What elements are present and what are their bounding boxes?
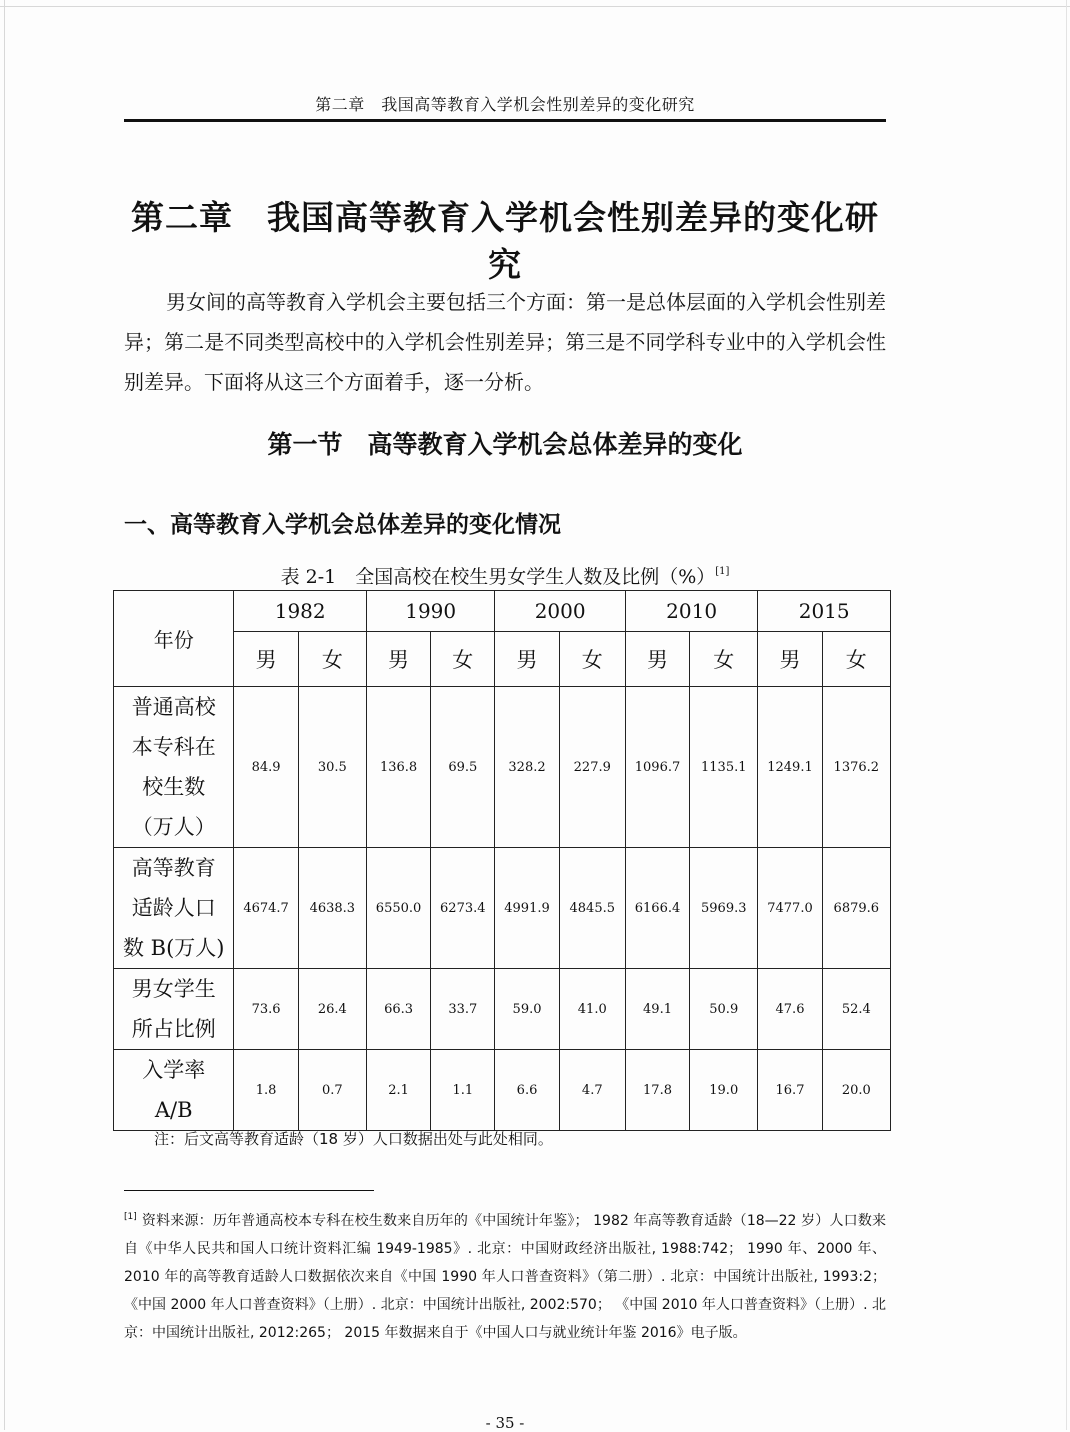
table-cell: 4845.5 bbox=[559, 848, 625, 969]
table-cell: 52.4 bbox=[822, 969, 890, 1050]
table-cell: 4638.3 bbox=[298, 848, 366, 969]
table-caption-ref[interactable]: [1] bbox=[715, 566, 730, 577]
table-row bbox=[114, 969, 891, 1050]
header-year: 2000 bbox=[495, 591, 625, 632]
table-cell: 4674.7 bbox=[234, 848, 298, 969]
table-cell: 1376.2 bbox=[822, 687, 890, 848]
footnote-text: 资料来源：历年普通高校本专科在校生数来自历年的《中国统计年鉴》； 1982 年高等教育适龄（18—22 岁）人口数来自《中华人民共和国人口统计资料汇编 1949-1985》. 北京：中国财政经济出版社, 1988:742； 1990 年、2000 年、2010 年的高等教育适龄人口数据依次来自《中国 1990 年人口普查资料》（第二册）. 北京：中国统计出版社, 1993:2； 《中国 2000 年人口普查资料》（上册）. 北京：中国统计出版社, 2002:570； 《中国 2010 年人口普查资料》（上册）. 北京：中国统计出版社, 2012:265； 2015 年数据来自于《中国人口与就业统计年鉴 2016》电子版。 bbox=[124, 1213, 886, 1341]
table-cell: 33.7 bbox=[431, 969, 495, 1050]
table-cell: 6166.4 bbox=[625, 848, 689, 969]
table-cell: 50.9 bbox=[690, 969, 758, 1050]
table-cell: 0.7 bbox=[298, 1050, 366, 1131]
header-male: 男 bbox=[625, 632, 689, 687]
table-cell: 84.9 bbox=[234, 687, 298, 848]
header-year: 1990 bbox=[366, 591, 494, 632]
table-cell: 2.1 bbox=[366, 1050, 430, 1131]
table-cell: 4.7 bbox=[559, 1050, 625, 1131]
table-cell: 16.7 bbox=[758, 1050, 822, 1131]
table-cell: 5969.3 bbox=[690, 848, 758, 969]
table-cell: 4991.9 bbox=[495, 848, 559, 969]
enrollment-table bbox=[113, 590, 891, 1131]
table-cell: 30.5 bbox=[298, 687, 366, 848]
header-male: 男 bbox=[234, 632, 298, 687]
table-cell: 6.6 bbox=[495, 1050, 559, 1131]
header-year-label: 年份 bbox=[114, 591, 234, 687]
table-cell: 1135.1 bbox=[690, 687, 758, 848]
header-female: 女 bbox=[431, 632, 495, 687]
table-cell: 227.9 bbox=[559, 687, 625, 848]
table-cell: 136.8 bbox=[366, 687, 430, 848]
table-cell: 26.4 bbox=[298, 969, 366, 1050]
header-male: 男 bbox=[366, 632, 430, 687]
header-year: 2015 bbox=[758, 591, 891, 632]
table-cell: 328.2 bbox=[495, 687, 559, 848]
table-note: 注：后文高等教育适龄（18 岁）人口数据出处与此处相同。 bbox=[154, 1130, 553, 1148]
header-female: 女 bbox=[690, 632, 758, 687]
row-label: 高等教育适龄人口数 B(万人) bbox=[114, 848, 234, 969]
table-cell: 47.6 bbox=[758, 969, 822, 1050]
table-row bbox=[114, 848, 891, 969]
page-frame-top bbox=[0, 0, 1070, 7]
table-cell: 6550.0 bbox=[366, 848, 430, 969]
row-label: 入学率 A/B bbox=[114, 1050, 234, 1131]
table-cell: 19.0 bbox=[690, 1050, 758, 1131]
table-year-row bbox=[114, 591, 891, 632]
table-cell: 20.0 bbox=[822, 1050, 890, 1131]
table-cell: 69.5 bbox=[431, 687, 495, 848]
table-caption-text: 表 2-1 全国高校在校生男女学生人数及比例（%） bbox=[280, 566, 716, 588]
table-cell: 1.8 bbox=[234, 1050, 298, 1131]
table-cell: 6879.6 bbox=[822, 848, 890, 969]
header-male: 男 bbox=[758, 632, 822, 687]
running-head: 第二章 我国高等教育入学机会性别差异的变化研究 bbox=[315, 95, 695, 114]
page-number: - 35 - bbox=[485, 1414, 525, 1432]
table-cell: 6273.4 bbox=[431, 848, 495, 969]
table-caption bbox=[124, 562, 886, 589]
footnote-marker: [1] bbox=[124, 1212, 137, 1222]
section-title: 第一节 高等教育入学机会总体差异的变化 bbox=[267, 430, 743, 459]
header-year: 2010 bbox=[625, 591, 757, 632]
table-cell: 1.1 bbox=[431, 1050, 495, 1131]
row-label: 男女学生所占比例 bbox=[114, 969, 234, 1050]
row-label: 普通高校本专科在校生数（万人） bbox=[114, 687, 234, 848]
intro-paragraph: 男女间的高等教育入学机会主要包括三个方面：第一是总体层面的入学机会性别差异；第二是不同类型高校中的入学机会性别差异；第三是不同学科专业中的入学机会性别差异。下面将从这三个方面着手，逐一分析。 bbox=[124, 290, 886, 394]
table-row bbox=[114, 687, 891, 848]
table-cell: 49.1 bbox=[625, 969, 689, 1050]
header-year: 1982 bbox=[234, 591, 366, 632]
header-female: 女 bbox=[559, 632, 625, 687]
subsection-title: 一、高等教育入学机会总体差异的变化情况 bbox=[124, 512, 561, 538]
page-frame-left bbox=[0, 0, 5, 1430]
table-cell: 1249.1 bbox=[758, 687, 822, 848]
table-row bbox=[114, 1050, 891, 1131]
table-cell: 73.6 bbox=[234, 969, 298, 1050]
chapter-title: 第二章 我国高等教育入学机会性别差异的变化研究 bbox=[131, 198, 879, 284]
table-cell: 17.8 bbox=[625, 1050, 689, 1131]
header-rule bbox=[124, 119, 886, 122]
footnote-rule bbox=[124, 1190, 374, 1191]
table-cell: 66.3 bbox=[366, 969, 430, 1050]
table-cell: 1096.7 bbox=[625, 687, 689, 848]
table-cell: 7477.0 bbox=[758, 848, 822, 969]
header-female: 女 bbox=[822, 632, 890, 687]
table-cell: 59.0 bbox=[495, 969, 559, 1050]
page-frame-right bbox=[1066, 0, 1070, 1430]
footnote bbox=[124, 1203, 886, 1347]
header-female: 女 bbox=[298, 632, 366, 687]
header-male: 男 bbox=[495, 632, 559, 687]
table-cell: 41.0 bbox=[559, 969, 625, 1050]
